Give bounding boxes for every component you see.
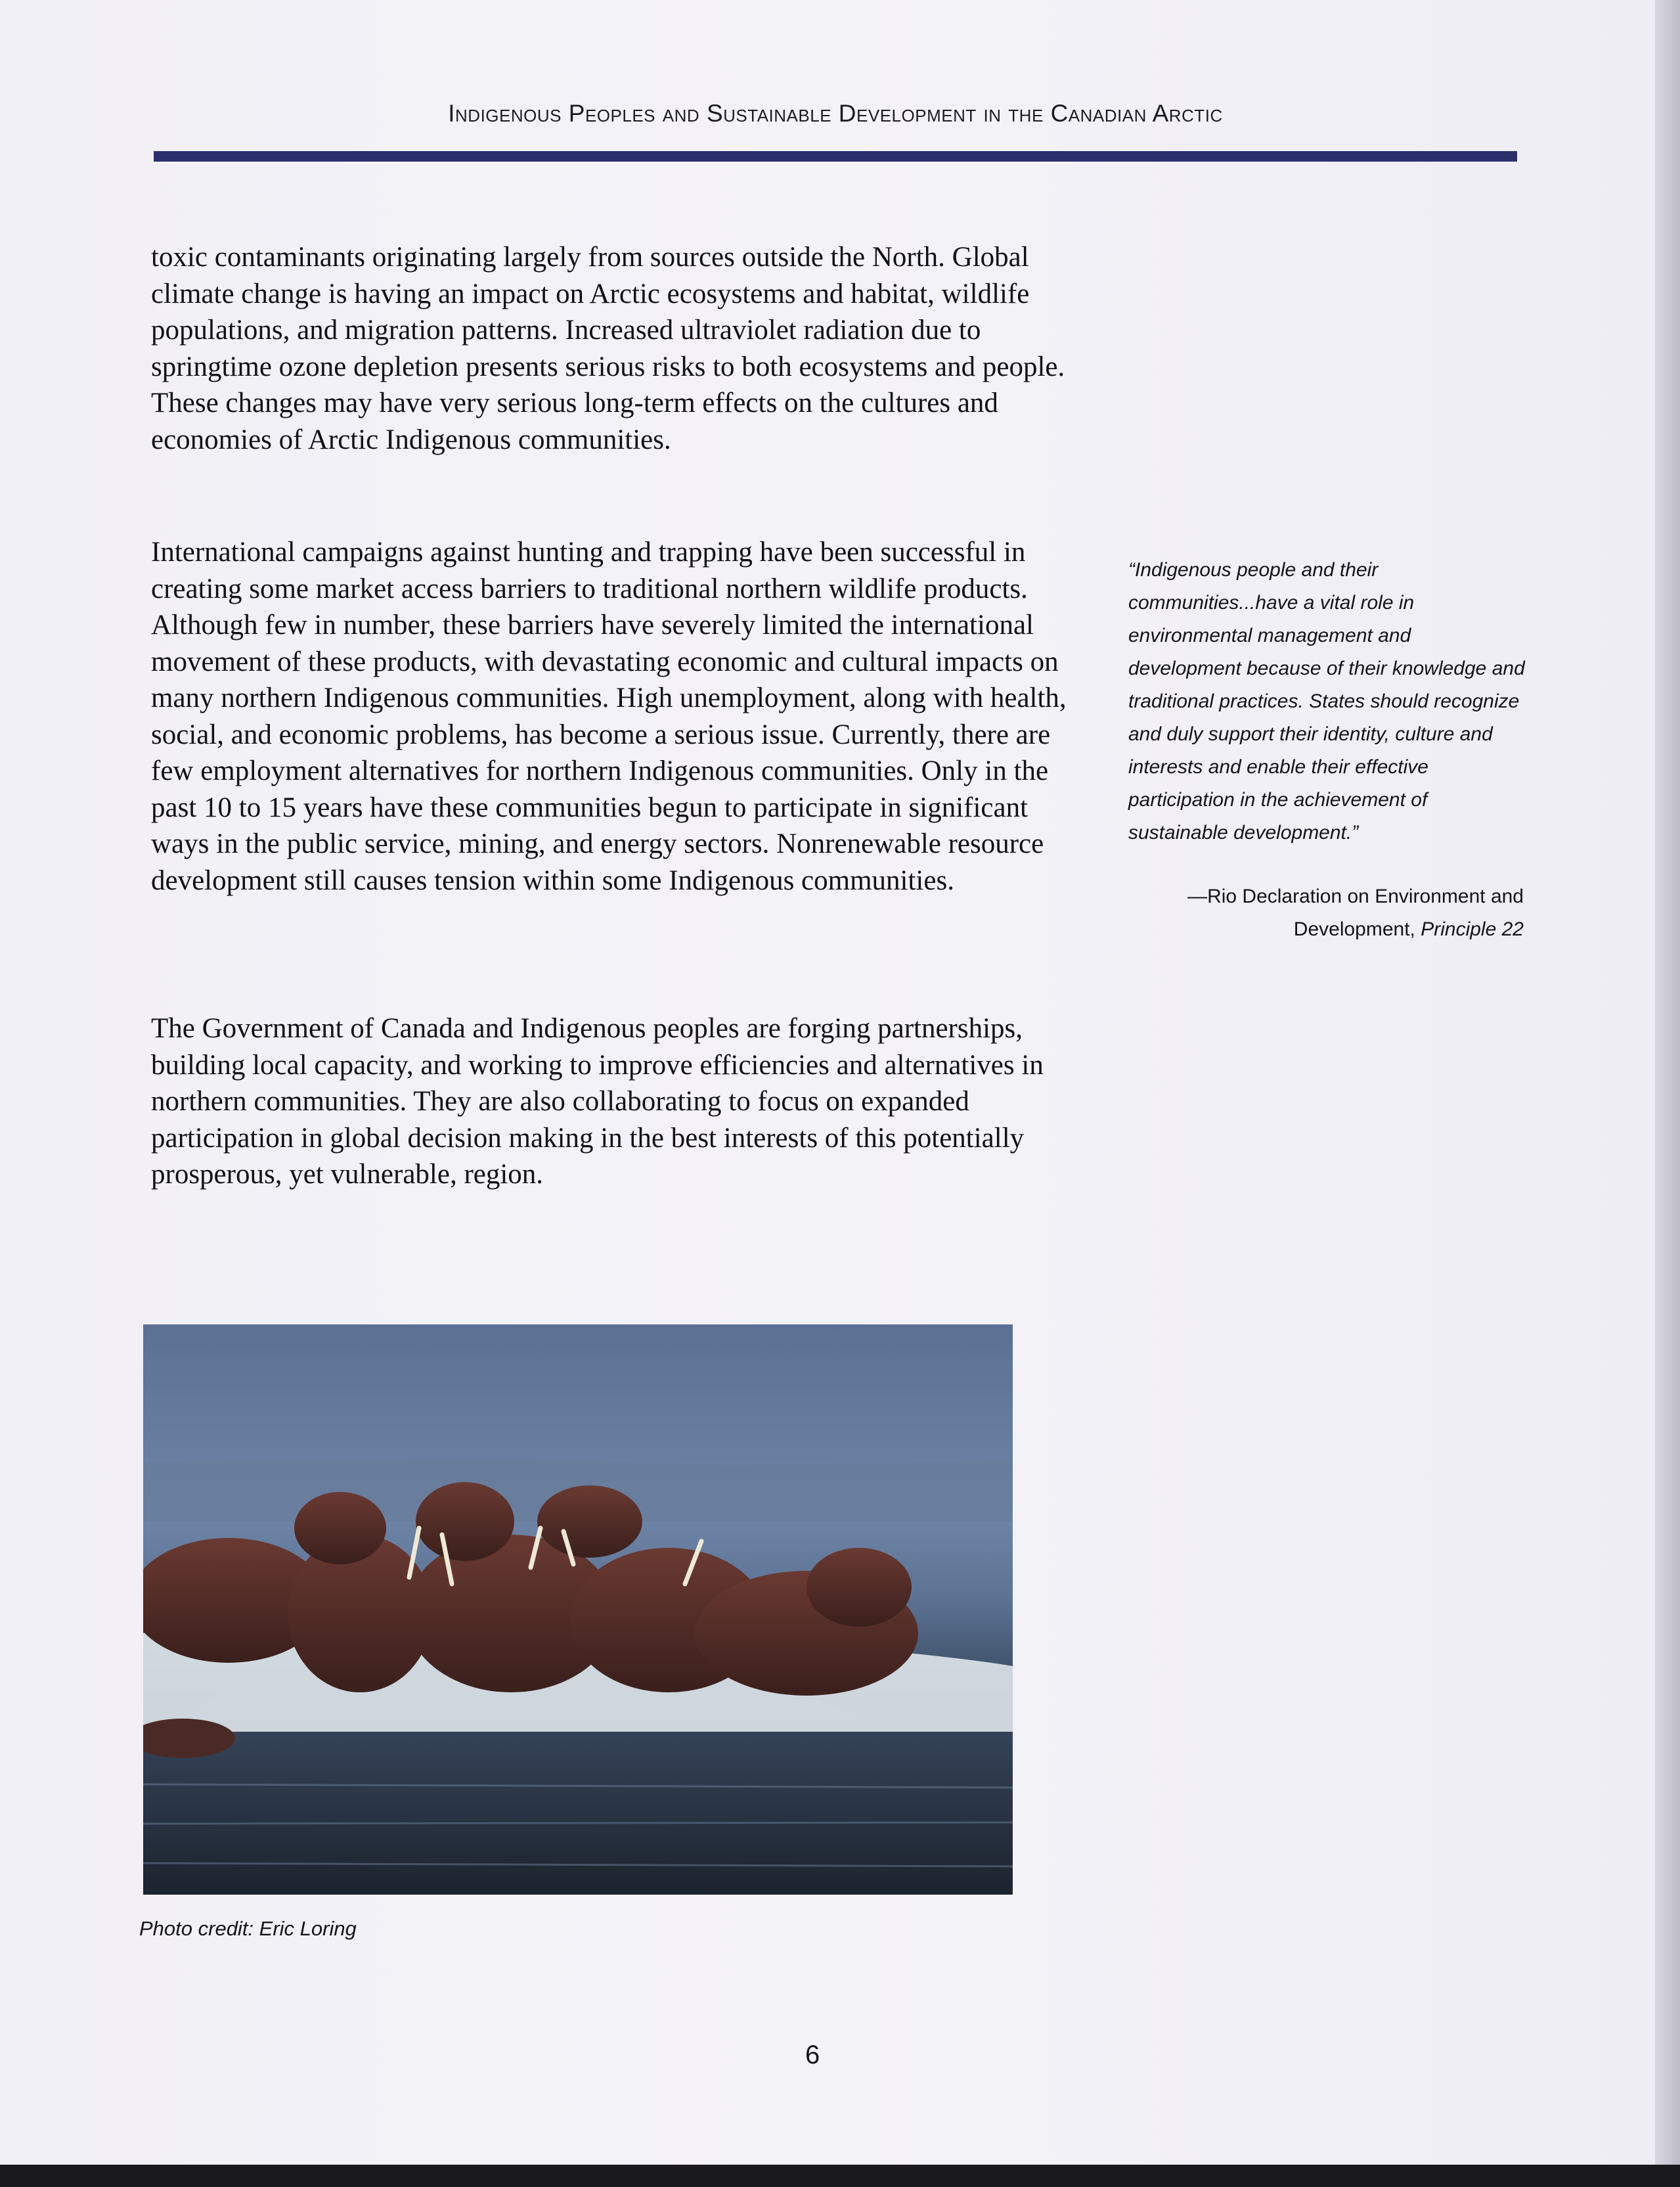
walrus-photo: [143, 1324, 1013, 1895]
book-spine-edge: [1655, 0, 1680, 2187]
header-rule: [154, 151, 1517, 162]
photo-credit: Photo credit: Eric Loring: [139, 1917, 357, 1940]
walrus-photo-illustration: [143, 1324, 1013, 1895]
page-number: 6: [805, 2040, 820, 2069]
paragraph-text: International campaigns against hunting and trapping have been successful in creating some market access barriers to traditional northern wildlife products. Although few in number, these barriers have severely limited the international movement of these products, with devastating economic and cultural impacts on many northern Indigenous communities. High unemployment, along with health, social, and economic problems, has become a serious issue. Currently, there are few employment alternatives for northern Indigenous communities. Only in the past 10 to 15 years have these communities begun to participate in significant ways in the public service, mining, and energy sectors. Nonrenewable resource development still causes tension within some Indigenous communities.: [151, 537, 1067, 896]
scan-bottom-edge: [0, 2165, 1680, 2187]
paragraph-text: The Government of Canada and Indigenous peoples are forging partnerships, building local capacity, and working to improve efficiencies and alternatives in northern communities. They are also collaborating to focus on expanded participation in global decision making in the best interests of this potentially prosperous, yet vulnerable, region.: [151, 1013, 1044, 1190]
quote-source-text: —Rio Declaration on Environment and Development,: [1187, 886, 1524, 940]
body-paragraph-1: [151, 239, 1071, 458]
body-paragraph-3: [151, 1010, 1071, 1193]
body-paragraph-2: [151, 534, 1071, 899]
sidebar-quote: “Indigenous people and their communities...have a vital role in environmental management and development because of their knowledge and traditional practices. States should recognize and duly support their identity, culture and interests and enable their effective participation in the achievement of sustainable development.”: [1128, 559, 1525, 844]
paragraph-text: toxic contaminants originating largely from sources outside the North. Global climate change is having an impact on Arctic ecosystems and habitat, wildlife populations, and migration patterns. Increased ultraviolet radiation due to springtime ozone depletion presents serious risks to both ecosystems and people. These changes may have very serious long-term effects on the cultures and economies of Arctic Indigenous communities.: [151, 242, 1065, 455]
sidebar-quote-source: [1116, 880, 1524, 946]
quote-source-emphasis: Principle 22: [1421, 918, 1524, 940]
running-header: Indigenous Peoples and Sustainable Development in the Canadian Arctic: [448, 100, 1223, 127]
